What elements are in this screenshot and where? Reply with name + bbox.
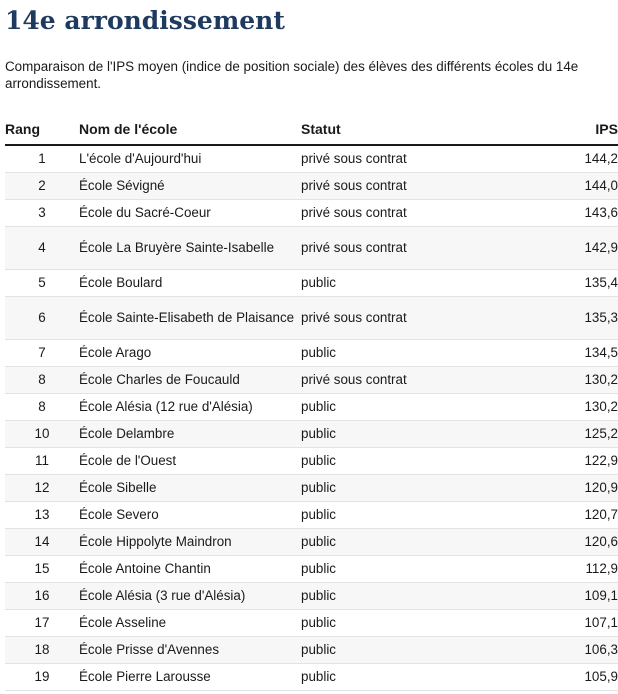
school-name-cell: École Hippolyte Maindron	[79, 528, 301, 555]
school-name-cell: École Alésia (3 rue d'Alésia)	[79, 582, 301, 609]
table-row	[5, 145, 618, 172]
table-row	[5, 339, 618, 366]
table-row	[5, 393, 618, 420]
ips-cell: 120,6	[501, 528, 618, 555]
status-cell: public	[301, 582, 501, 609]
rank-cell: 15	[5, 555, 79, 582]
school-name-cell: École de l'Ouest	[79, 447, 301, 474]
rank-cell: 6	[5, 296, 79, 339]
school-name-cell: École Pierre Larousse	[79, 663, 301, 690]
status-cell: privé sous contrat	[301, 296, 501, 339]
ips-cell: 105,9	[501, 663, 618, 690]
table-header-row	[5, 114, 618, 145]
rank-cell: 14	[5, 528, 79, 555]
ips-cell: 135,4	[501, 269, 618, 296]
school-name-cell: L'école d'Aujourd'hui	[79, 145, 301, 172]
status-cell: public	[301, 393, 501, 420]
school-name-cell: École Delambre	[79, 420, 301, 447]
status-cell: privé sous contrat	[301, 145, 501, 172]
table-row	[5, 528, 618, 555]
page-title: 14e arrondissement	[5, 6, 285, 35]
school-name-cell: École Antoine Chantin	[79, 555, 301, 582]
ips-cell: 144,0	[501, 172, 618, 199]
school-name-cell: École Sainte-Elisabeth de Plaisance	[79, 296, 301, 339]
ips-cell: 143,6	[501, 199, 618, 226]
column-header-ips[interactable]: IPS	[501, 114, 618, 145]
rank-cell: 17	[5, 609, 79, 636]
ips-cell: 135,3	[501, 296, 618, 339]
status-cell: public	[301, 501, 501, 528]
status-cell: public	[301, 269, 501, 296]
ips-cell: 144,2	[501, 145, 618, 172]
school-name-cell: École Arago	[79, 339, 301, 366]
table-row	[5, 636, 618, 663]
status-cell: public	[301, 339, 501, 366]
school-name-cell: École Charles de Foucauld	[79, 366, 301, 393]
table-row	[5, 501, 618, 528]
column-header-name[interactable]: Nom de l'école	[79, 114, 301, 145]
rank-cell: 7	[5, 339, 79, 366]
status-cell: privé sous contrat	[301, 226, 501, 269]
table-row	[5, 199, 618, 226]
rank-cell: 13	[5, 501, 79, 528]
rank-cell: 8	[5, 393, 79, 420]
ips-cell: 120,7	[501, 501, 618, 528]
column-header-rank[interactable]: Rang	[5, 114, 79, 145]
school-name-cell: École Severo	[79, 501, 301, 528]
rank-cell: 12	[5, 474, 79, 501]
status-cell: privé sous contrat	[301, 366, 501, 393]
status-cell: public	[301, 420, 501, 447]
status-cell: public	[301, 636, 501, 663]
ips-cell: 125,2	[501, 420, 618, 447]
rank-cell: 1	[5, 145, 79, 172]
rank-cell: 2	[5, 172, 79, 199]
rank-cell: 19	[5, 663, 79, 690]
rank-cell: 10	[5, 420, 79, 447]
school-name-cell: École du Sacré-Coeur	[79, 199, 301, 226]
ips-cell: 134,5	[501, 339, 618, 366]
rank-cell: 16	[5, 582, 79, 609]
rank-cell: 8	[5, 366, 79, 393]
table-row	[5, 366, 618, 393]
ips-table	[5, 114, 618, 691]
table-row	[5, 609, 618, 636]
table-row	[5, 172, 618, 199]
ips-cell: 107,1	[501, 609, 618, 636]
school-name-cell: École Prisse d'Avennes	[79, 636, 301, 663]
ips-cell: 130,2	[501, 393, 618, 420]
ips-cell: 106,3	[501, 636, 618, 663]
page-subtitle: Comparaison de l'IPS moyen (indice de position sociale) des élèves des différents écoles du 14e arrondissement.	[5, 59, 579, 91]
table-row	[5, 447, 618, 474]
ips-cell: 130,2	[501, 366, 618, 393]
column-header-status[interactable]: Statut	[301, 114, 501, 145]
ips-cell: 120,9	[501, 474, 618, 501]
status-cell: public	[301, 555, 501, 582]
table-row	[5, 474, 618, 501]
status-cell: privé sous contrat	[301, 199, 501, 226]
rank-cell: 3	[5, 199, 79, 226]
status-cell: public	[301, 447, 501, 474]
rank-cell: 4	[5, 226, 79, 269]
ips-cell: 112,9	[501, 555, 618, 582]
rank-cell: 11	[5, 447, 79, 474]
school-name-cell: École Sévigné	[79, 172, 301, 199]
status-cell: public	[301, 474, 501, 501]
status-cell: public	[301, 528, 501, 555]
school-name-cell: École Boulard	[79, 269, 301, 296]
status-cell: public	[301, 663, 501, 690]
status-cell: public	[301, 609, 501, 636]
table-row	[5, 582, 618, 609]
status-cell: privé sous contrat	[301, 172, 501, 199]
rank-cell: 5	[5, 269, 79, 296]
table-row	[5, 269, 618, 296]
table-row	[5, 663, 618, 690]
ips-cell: 109,1	[501, 582, 618, 609]
school-name-cell: École Alésia (12 rue d'Alésia)	[79, 393, 301, 420]
rank-cell: 18	[5, 636, 79, 663]
table-row	[5, 226, 618, 269]
school-name-cell: École Sibelle	[79, 474, 301, 501]
table-row	[5, 420, 618, 447]
ips-cell: 142,9	[501, 226, 618, 269]
school-name-cell: École La Bruyère Sainte-Isabelle	[79, 226, 301, 269]
table-row	[5, 555, 618, 582]
school-name-cell: École Asseline	[79, 609, 301, 636]
table-row	[5, 296, 618, 339]
ips-cell: 122,9	[501, 447, 618, 474]
